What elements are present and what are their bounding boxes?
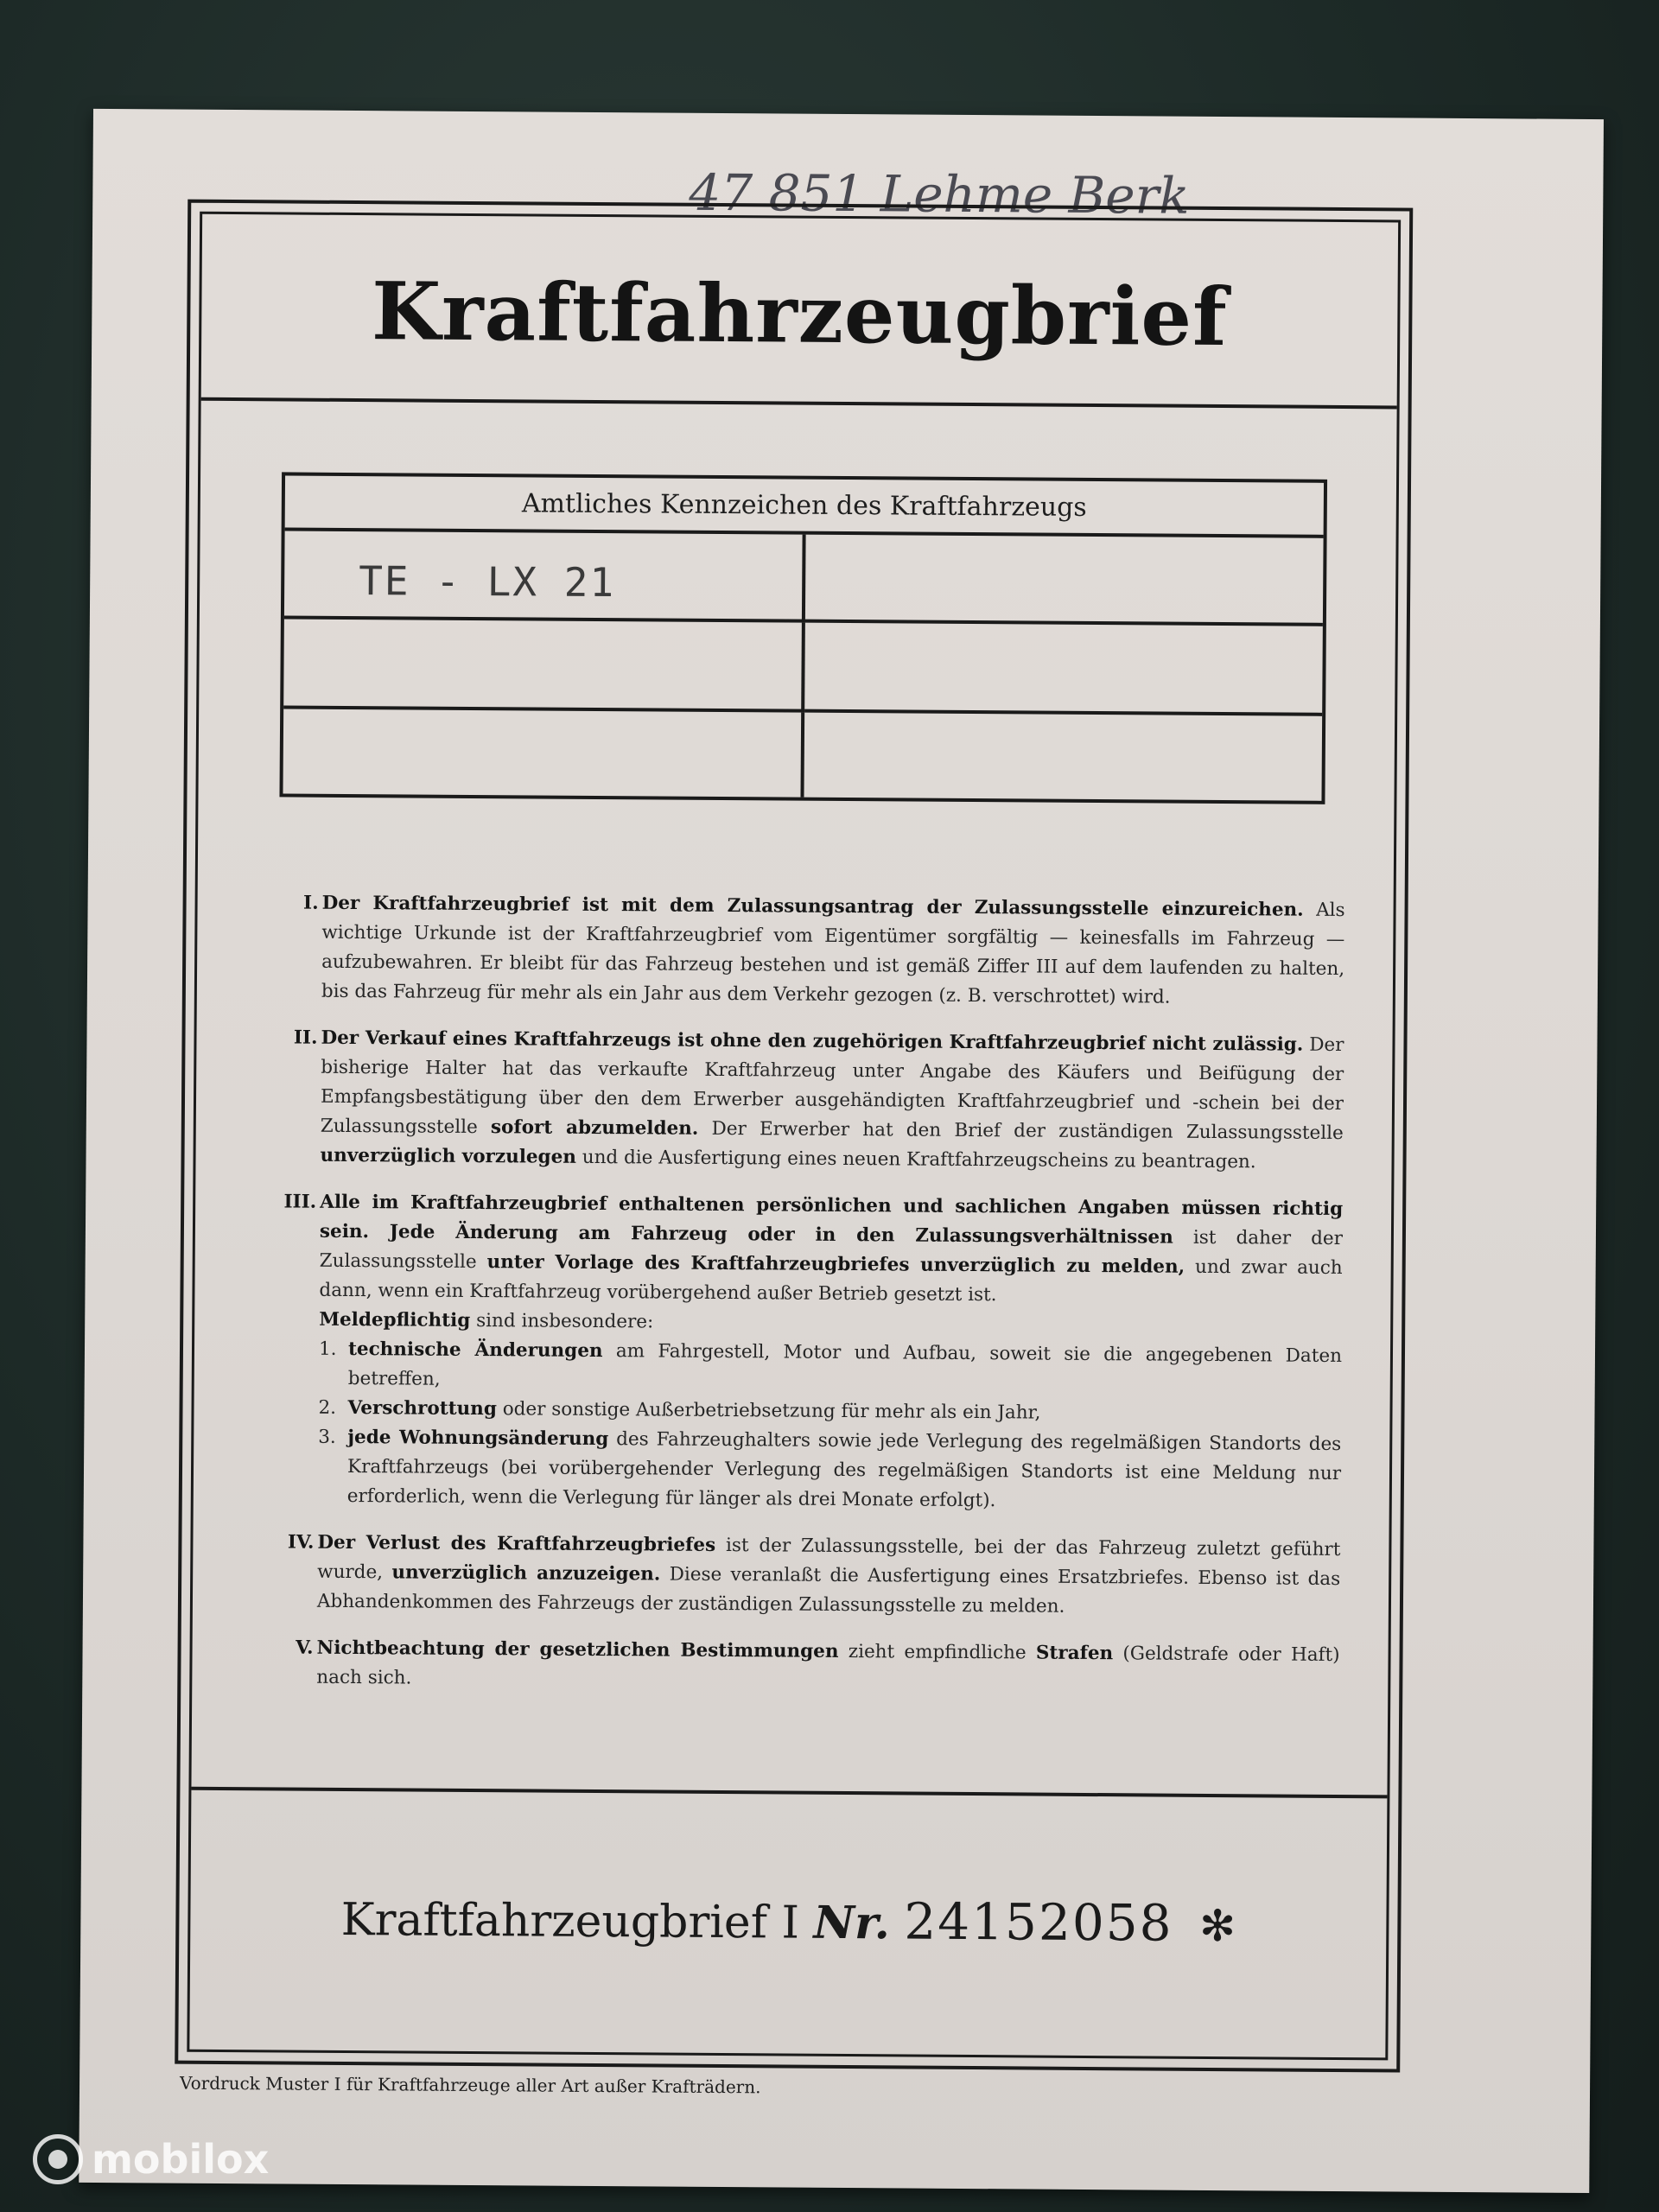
mobilox-logo-icon (33, 2134, 83, 2184)
rule-text: Diese veranlaßt die Ausfertigung eines Ersatzbriefes. Ebenso ist das Abhandenkommen des Fahrzeugs der zuständigen Zulassungsstelle zu melden. (316, 1563, 1341, 1618)
rule-number: I. (302, 892, 319, 914)
plate-grid (283, 531, 1323, 800)
star-mark-icon: ✻ (1198, 1900, 1236, 1952)
rule-text: und zwar auch dann, wenn ein Kraftfahrzeug vorübergehend außer Betrieb gesetzt ist. (319, 1255, 1343, 1306)
rule-bold-text: unverzüglich vorzulegen (320, 1144, 577, 1168)
license-plate-value: TE - LX 21 (359, 557, 616, 607)
rule-4 (269, 1528, 1341, 1624)
plate-cell (805, 535, 1324, 626)
rule-lead: Der Verkauf eines Kraftfahrzeugs ist ohne den zugehörigen Kraftfahrzeugbrief nicht zulässig. (321, 1027, 1304, 1056)
rule-lead: Alle im Kraftfahrzeugbrief enthaltenen persönlichen und sachlichen Angaben müssen richtig sein. Jede Änderung am Fahrzeug oder in den Zulassungsverhältnissen (319, 1191, 1344, 1249)
serial-line (190, 1887, 1386, 1955)
form-footnote: Vordruck Muster I für Kraftfahrzeuge aller Art außer Krafträdern. (179, 2072, 761, 2098)
rule-1 (273, 888, 1345, 1014)
list-item: 3. jede Wohnungsänderung des Fahrzeughalters sowie jede Verlegung des regelmäßigen Standorts des Kraftfahrzeugs (bei vorübergehender Verlegung des regelmäßigen Standorts ist eine Meldung nur erforderlich, wenn die Verlegung für länger als drei Monate erfolgt). (318, 1426, 1342, 1512)
rule-number: V. (296, 1637, 314, 1659)
rule-bold-text: unverzüglich anzuzeigen. (391, 1561, 661, 1586)
list-item: 1. technische Änderungen am Fahrgestell, Motor und Aufbau, soweit sie die angegebenen Daten betreffen, (318, 1338, 1343, 1390)
rule-lead: Nichtbeachtung der gesetzlichen Bestimmungen (316, 1637, 839, 1662)
serial-number: 24152058 (904, 1891, 1173, 1953)
title-band (201, 214, 1398, 410)
rule-text: Der bisherige Halter hat das verkaufte Kraftfahrzeug unter Angabe des Käufers und Beifügung der Empfangsbestätigung über den dem Erwerber ausgehändigten Kraftfahrzeugbrief und -schein bei der Zulassungsstelle (320, 1033, 1344, 1139)
list-lead: Meldepflichtig (319, 1308, 471, 1332)
rule-number: IV. (287, 1531, 315, 1554)
serial-band (189, 1787, 1387, 2058)
rule-2 (271, 1023, 1344, 1178)
rule-bold-text: Strafen (1035, 1642, 1114, 1665)
plate-cell (804, 713, 1322, 801)
rule-lead: Der Kraftfahrzeugbrief ist mit dem Zulassungsantrag der Zulassungsstelle einzureichen. (321, 892, 1304, 921)
rule-text: ist der Zulassungsstelle, bei der das Fahrzeug zuletzt geführt wurde, (317, 1535, 1341, 1584)
rule-text: Als wichtige Urkunde ist der Kraftfahrzeugbrief vom Eigentümer sorgfältig — keinesfalls im Fahrzeug — aufzubewahren. Er bleibt für das Fahrzeug bestehen und ist gemäß Ziffer III auf dem laufenden zu halten, bis das Fahrzeug für mehr als ein Jahr aus dem Verkehr gezogen (z. B. verschrottet) wird. (321, 899, 1345, 1008)
reportable-list (318, 1335, 1342, 1518)
rule-bold-text: unter Vorlage des Kraftfahrzeugbriefes unverzüglich zu melden, (486, 1251, 1185, 1278)
rule-text: zieht empfindliche (848, 1641, 1027, 1664)
plate-cell (283, 619, 805, 712)
license-plate-table (279, 472, 1327, 804)
rules-section (268, 888, 1345, 1717)
list-item: 2. Verschrottung oder sonstige Außerbetriebsetzung für mehr als ein Jahr, (318, 1396, 1041, 1424)
rule-text: und die Ausfertigung eines neuen Kraftfahrzeugscheins zu beantragen. (582, 1146, 1256, 1173)
mobilox-watermark (33, 2134, 269, 2184)
rule-text: Der Erwerber hat den Brief der zuständigen Zulassungsstelle (711, 1117, 1344, 1145)
plate-table-header: Amtliches Kennzeichen des Kraftfahrzeugs (285, 475, 1324, 537)
rule-text: (Geldstrafe oder Haft) nach sich. (316, 1643, 1340, 1689)
rule-lead: Der Verlust des Kraftfahrzeugbriefes (317, 1531, 716, 1556)
rule-3 (270, 1187, 1344, 1518)
rule-number: III. (283, 1191, 317, 1213)
serial-label: Kraftfahrzeugbrief I (340, 1893, 800, 1949)
document-inner-frame (187, 212, 1401, 2061)
list-lead-rest: sind insbesondere: (476, 1310, 654, 1333)
document-frame (175, 200, 1413, 2073)
watermark-text: mobilox (92, 2136, 270, 2183)
rule-5 (268, 1633, 1339, 1700)
rule-text: ist daher der Zulassungsstelle (319, 1226, 1343, 1274)
rule-number: II. (293, 1027, 318, 1049)
registration-document (79, 109, 1604, 2193)
plate-cell (804, 623, 1323, 716)
plate-cell (283, 709, 804, 797)
rule-bold-text: sofort abzumelden. (490, 1116, 699, 1140)
plate-cell (284, 531, 806, 622)
svg-text:47 851 Lehme Berk: 47 851 Lehme Berk (689, 162, 1190, 226)
document-title: Kraftfahrzeugbrief (371, 264, 1228, 365)
serial-nr-label: Nr. (813, 1896, 891, 1950)
